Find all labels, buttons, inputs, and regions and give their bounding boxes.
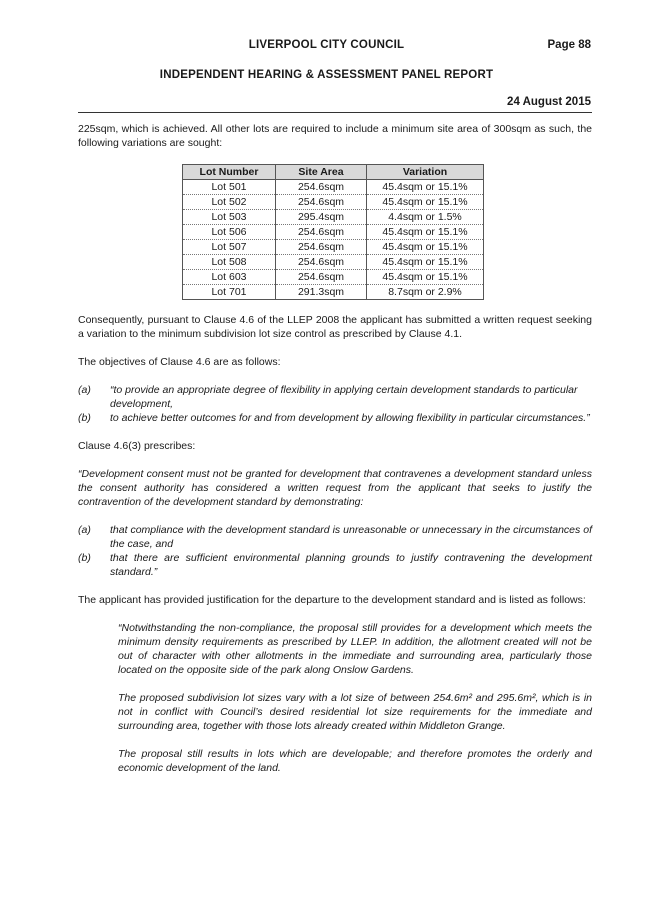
column-header-lot-number: Lot Number [183,165,276,180]
report-date: 24 August 2015 [507,96,591,108]
table-row [183,240,484,255]
justification-intro: The applicant has provided justification for the departure to the development standard and is listed as follows: [78,594,586,606]
clause-intro: Clause 4.6(3) prescribes: [78,440,196,452]
intro-paragraph: 225sqm, which is achieved. All other lots are required to include a minimum site area of 300sqm as such, the following variations are sought: [78,123,592,149]
variation-cell: 45.4sqm or 15.1% [367,225,484,240]
justification-quote: The proposal still results in lots which are developable; and therefore promotes the orderly and economic development of the land. [118,748,592,774]
page-number: Page 88 [547,39,591,51]
table-row [183,195,484,210]
table-row [183,270,484,285]
clause-items-list [78,523,592,579]
site-area-cell: 254.6sqm [276,255,367,270]
report-title: INDEPENDENT HEARING & ASSESSMENT PANEL REPORT [159,69,494,81]
table-row [183,255,484,270]
variation-cell: 8.7sqm or 2.9% [367,285,484,300]
justification-quote: The proposed subdivision lot sizes vary with a lot size of between 254.6m² and 295.6m², which is in not in conflict with Council’s desired residential lot size requirements for the immediate and surrounding area, together with those lots already created within Middleton Grange. [118,692,592,732]
site-area-cell: 254.6sqm [276,270,367,285]
objectives-list [78,383,592,425]
list-text: that there are sufficient environmental planning grounds to justify contravening the development standard.” [110,552,592,578]
list-marker: (b) [78,412,91,424]
list-item [78,551,592,579]
header-divider [78,112,592,113]
lot-number-cell: Lot 506 [183,225,276,240]
objectives-intro: The objectives of Clause 4.6 are as follows: [78,356,281,368]
list-text: “to provide an appropriate degree of flexibility in applying certain development standards to particular development, [110,384,578,410]
column-header-site-area: Site Area [276,165,367,180]
table-row [183,210,484,225]
site-area-cell: 295.4sqm [276,210,367,225]
list-marker: (a) [78,384,91,396]
justification-quote: “Notwithstanding the non-compliance, the proposal still provides for a development which meets the minimum density requirements as prescribed by LLEP. In addition, the allotment created will not be out of character with other allotments in the immediate and surrounding area, particularly those located on the opposite side of the park along Onslow Gardens. [118,622,592,676]
site-area-cell: 254.6sqm [276,225,367,240]
variation-cell: 45.4sqm or 15.1% [367,255,484,270]
variation-cell: 45.4sqm or 15.1% [367,195,484,210]
variation-cell: 4.4sqm or 1.5% [367,210,484,225]
lot-number-cell: Lot 603 [183,270,276,285]
list-item [78,383,592,411]
lot-number-cell: Lot 503 [183,210,276,225]
consequently-paragraph: Consequently, pursuant to Clause 4.6 of the LLEP 2008 the applicant has submitted a written request seeking a variation to the minimum subdivision lot size control as prescribed by Clause 4.1. [78,314,592,340]
list-marker: (a) [78,524,91,536]
list-text: to achieve better outcomes for and from development by allowing flexibility in particular circumstances.” [110,412,590,424]
table-row [183,285,484,300]
table-row [183,225,484,240]
site-area-cell: 254.6sqm [276,180,367,195]
list-marker: (b) [78,552,91,564]
site-area-cell: 291.3sqm [276,285,367,300]
list-item [78,411,592,425]
clause-text: “Development consent must not be granted for development that contravenes a development standard unless the consent authority has considered a written request from the applicant that seeks to justify the contravention of the development standard by demonstrating: [78,468,592,508]
variation-cell: 45.4sqm or 15.1% [367,180,484,195]
column-header-variation: Variation [367,165,484,180]
table-row [183,180,484,195]
lot-number-cell: Lot 508 [183,255,276,270]
council-name: LIVERPOOL CITY COUNCIL [248,39,405,51]
lot-variation-table [182,164,484,300]
table-header-row [183,165,484,180]
list-item [78,523,592,551]
site-area-cell: 254.6sqm [276,195,367,210]
lot-number-cell: Lot 501 [183,180,276,195]
list-text: that compliance with the development standard is unreasonable or unnecessary in the circumstances of the case, and [110,524,592,550]
document-body [78,122,592,775]
variation-cell: 45.4sqm or 15.1% [367,240,484,255]
lot-number-cell: Lot 502 [183,195,276,210]
lot-number-cell: Lot 507 [183,240,276,255]
lot-number-cell: Lot 701 [183,285,276,300]
variation-cell: 45.4sqm or 15.1% [367,270,484,285]
site-area-cell: 254.6sqm [276,240,367,255]
